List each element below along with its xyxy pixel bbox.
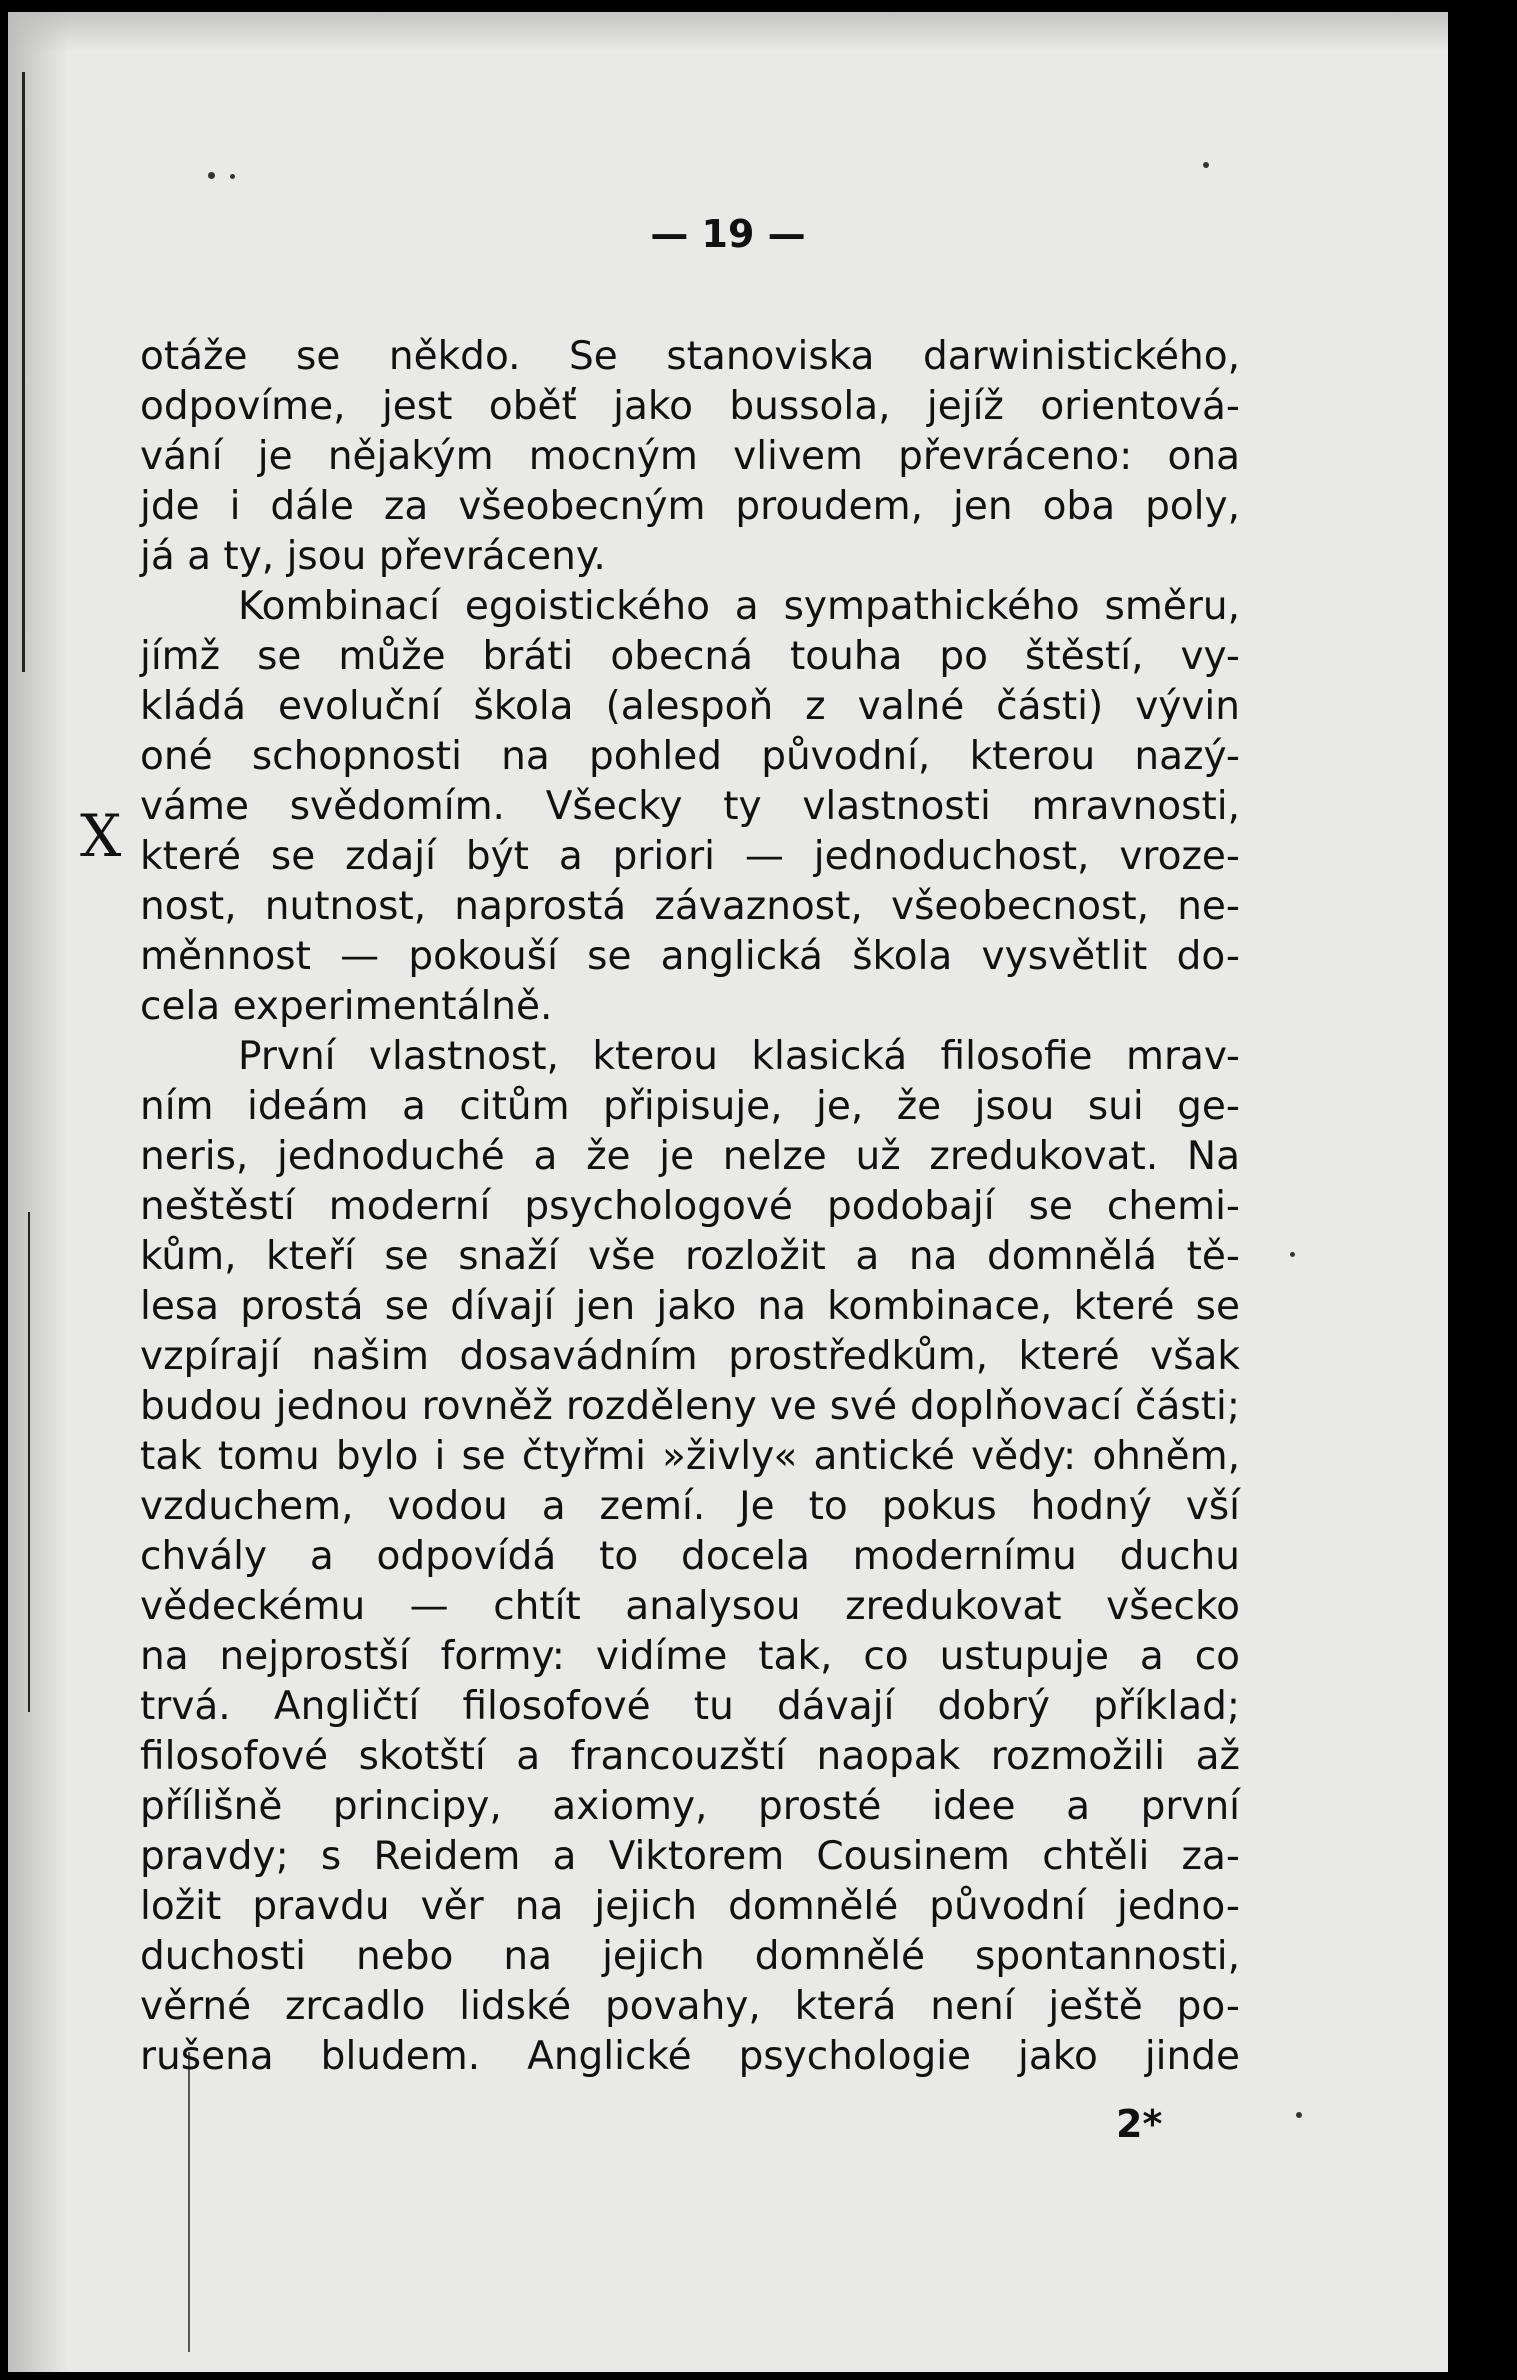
text-line: pravdy; s Reidem a Viktorem Cousinem chtěli za- [140,1834,1240,1879]
scan-shadow-left [8,12,68,2372]
text-line: otáže se někdo. Se stanoviska darwinistického, [140,334,1240,379]
scan-speck [1296,2112,1302,2118]
text-line: které se zdají být a priori — jednoduchost, vroze- [140,834,1240,879]
book-page [8,12,1448,2372]
text-line: vání je nějakým mocným vlivem převráceno: ona [140,434,1240,479]
scan-speck [1290,1252,1295,1257]
text-line: věrné zrcadlo lidské povahy, která není ještě po- [140,1984,1240,2029]
text-line: já a ty, jsou převráceny. [140,534,606,579]
scan-speck [208,172,215,179]
text-line: budou jednou rovněž rozděleny ve své doplňovací části; [140,1384,1240,1429]
text-line: jímž se může bráti obecná touha po štěstí, vy- [140,634,1240,679]
text-line: tak tomu bylo i se čtyřmi »živly« antické vědy: ohněm, [140,1434,1240,1479]
text-line: váme svědomím. Všecky ty vlastnosti mravnosti, [140,784,1240,829]
spine-line [22,72,25,672]
text-line: chvály a odpovídá to docela modernímu duchu [140,1534,1240,1579]
text-line: ložit pravdu věr na jejich domnělé původní jedno- [140,1884,1240,1929]
text-line: lesa prostá se dívají jen jako na kombinace, které se [140,1284,1240,1329]
text-line: neštěstí moderní psychologové podobají se chemi- [140,1184,1240,1229]
spine-line [188,2052,190,2352]
text-line: odpovíme, jest oběť jako bussola, jejíž orientová- [140,384,1240,429]
text-line: vědeckému — chtít analysou zredukovat všecko [140,1584,1240,1629]
text-line: Kombinací egoistického a sympathického směru, [238,584,1240,629]
scan-shadow-top [8,12,1448,52]
body-text [140,332,1240,2082]
text-line: ním ideám a citům připisuje, je, že jsou sui ge- [140,1084,1240,1129]
signature-mark: 2* [1116,2102,1163,2146]
margin-annotation-mark: X [80,802,122,870]
text-line: vzpírají našim dosavádním prostředkům, které však [140,1334,1240,1379]
text-line: přílišně principy, axiomy, prosté idee a první [140,1784,1240,1829]
spine-line [28,1212,30,1712]
scan-speck [230,174,235,179]
text-line: První vlastnost, kterou klasická filosofie mrav- [238,1034,1240,1079]
text-line: vzduchem, vodou a zemí. Je to pokus hodný vší [140,1484,1240,1529]
text-line: cela experimentálně. [140,984,553,1029]
text-line: na nejprostší formy: vidíme tak, co ustupuje a co [140,1634,1240,1679]
text-line: neris, jednoduché a že je nelze už zredukovat. Na [140,1134,1240,1179]
text-line: duchosti nebo na jejich domnělé spontannosti, [140,1934,1240,1979]
text-line: kům, kteří se snaží vše rozložit a na domnělá tě- [140,1234,1240,1279]
scan-speck [1203,162,1209,168]
text-line: oné schopnosti na pohled původní, kterou nazý- [140,734,1240,779]
text-line: nost, nutnost, naprostá závaznost, všeobecnost, ne- [140,884,1240,929]
text-line: měnnost — pokouší se anglická škola vysvětlit do- [140,934,1240,979]
text-line: trvá. Angličtí filosofové tu dávají dobrý příklad; [140,1684,1240,1729]
page-number: — 19 — [650,212,806,256]
text-line: kládá evoluční škola (alespoň z valné části) vývin [140,684,1240,729]
text-line: rušena bludem. Anglické psychologie jako jinde [140,2034,1240,2079]
text-line: filosofové skotští a francouzští naopak rozmožili až [140,1734,1240,1779]
text-line: jde i dále za všeobecným proudem, jen oba poly, [140,484,1240,529]
